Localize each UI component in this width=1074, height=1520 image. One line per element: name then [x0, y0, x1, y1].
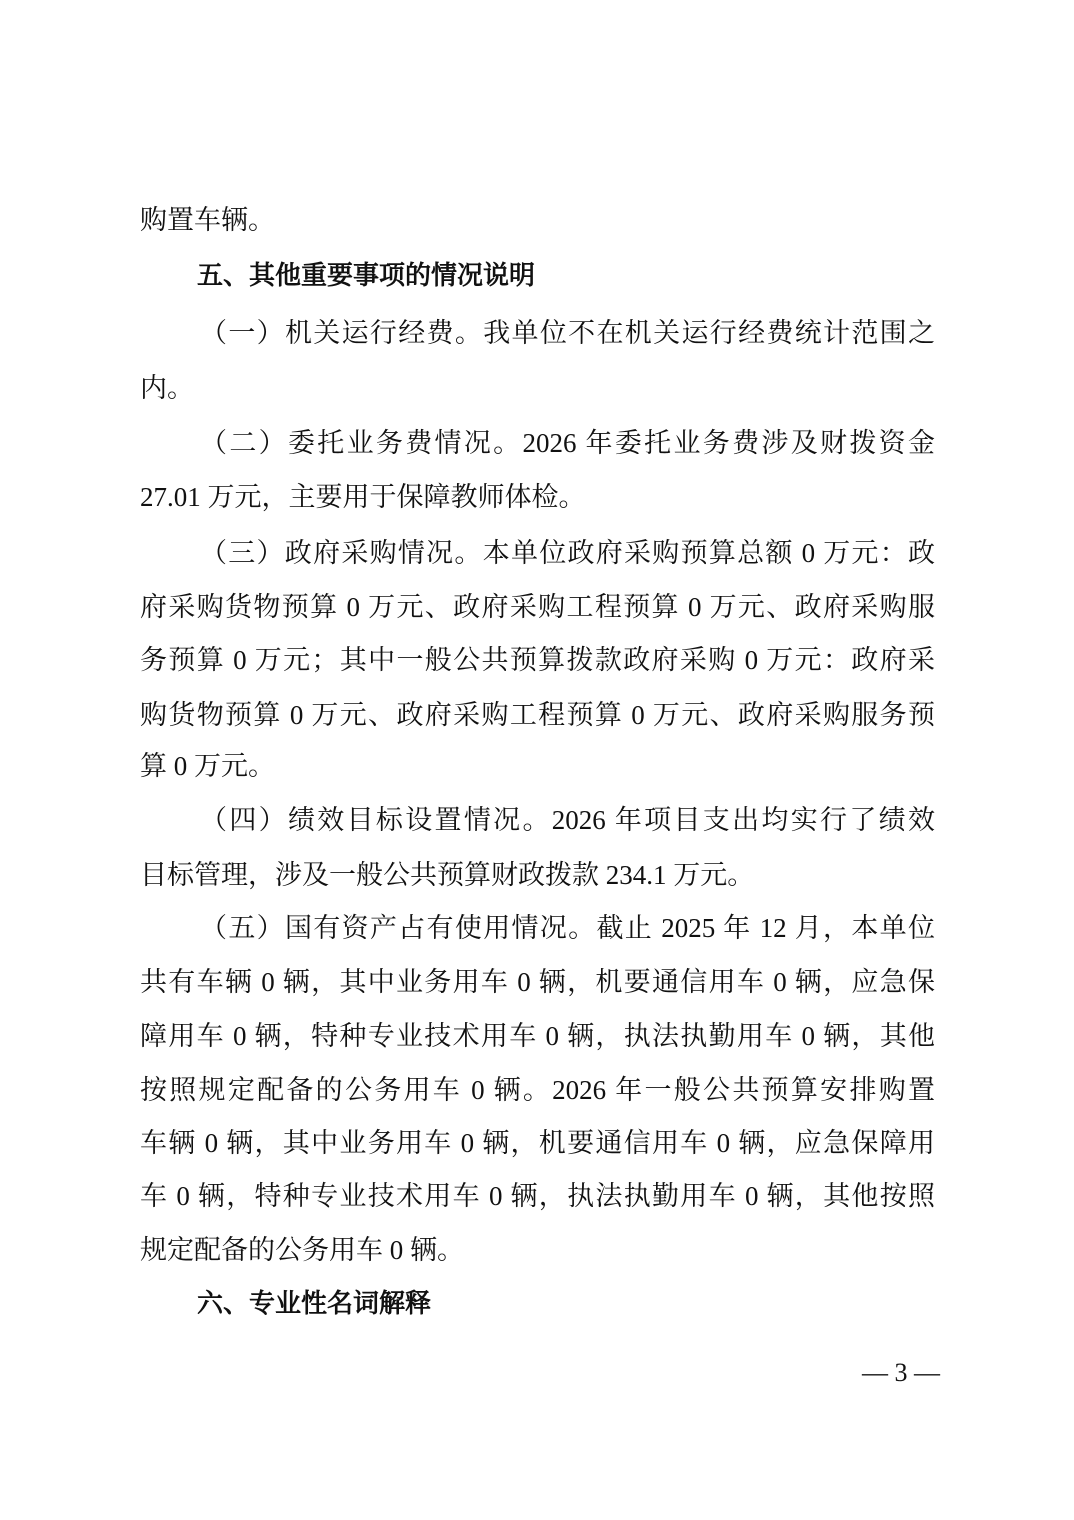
body-text-line: 算 0 万元。: [140, 751, 275, 781]
page-number: — 3 —: [862, 1358, 940, 1387]
body-text-line: 共有车辆 0 辆，其中业务用车 0 辆，机要通信用车 0 辆，应急保: [140, 967, 935, 997]
body-text-line: 购置车辆。: [140, 205, 275, 235]
body-text-line: 购货物预算 0 万元、政府采购工程预算 0 万元、政府采购服务预: [140, 700, 935, 730]
body-text-line: 府采购货物预算 0 万元、政府采购工程预算 0 万元、政府采购服: [140, 592, 935, 622]
body-text-line: 内。: [140, 373, 194, 403]
body-text-line: （二）委托业务费情况。2026 年委托业务费涉及财拨资金: [200, 428, 935, 458]
body-text-line: （三）政府采购情况。本单位政府采购预算总额 0 万元：政: [200, 538, 935, 568]
body-text-line: 27.01 万元，主要用于保障教师体检。: [140, 482, 586, 512]
section-heading: 六、专业性名词解释: [197, 1289, 432, 1319]
body-text-line: 障用车 0 辆，特种专业技术用车 0 辆，执法执勤用车 0 辆，其他: [140, 1021, 935, 1051]
body-text-line: 目标管理，涉及一般公共预算财政拨款 234.1 万元。: [140, 860, 755, 890]
body-text-line: （五）国有资产占有使用情况。截止 2025 年 12 月，本单位: [200, 913, 935, 943]
body-text-line: 规定配备的公务用车 0 辆。: [140, 1235, 464, 1265]
body-text-line: 车 0 辆，特种专业技术用车 0 辆，执法执勤用车 0 辆，其他按照: [140, 1181, 935, 1211]
body-text-line: （四）绩效目标设置情况。2026 年项目支出均实行了绩效: [200, 805, 935, 835]
body-text-line: 务预算 0 万元；其中一般公共预算拨款政府采购 0 万元：政府采: [140, 645, 935, 675]
body-text-line: （一）机关运行经费。我单位不在机关运行经费统计范围之: [200, 318, 935, 348]
section-heading: 五、其他重要事项的情况说明: [197, 261, 536, 291]
body-text-line: 按照规定配备的公务用车 0 辆。2026 年一般公共预算安排购置: [140, 1075, 935, 1105]
body-text-line: 车辆 0 辆，其中业务用车 0 辆，机要通信用车 0 辆，应急保障用: [140, 1128, 935, 1158]
